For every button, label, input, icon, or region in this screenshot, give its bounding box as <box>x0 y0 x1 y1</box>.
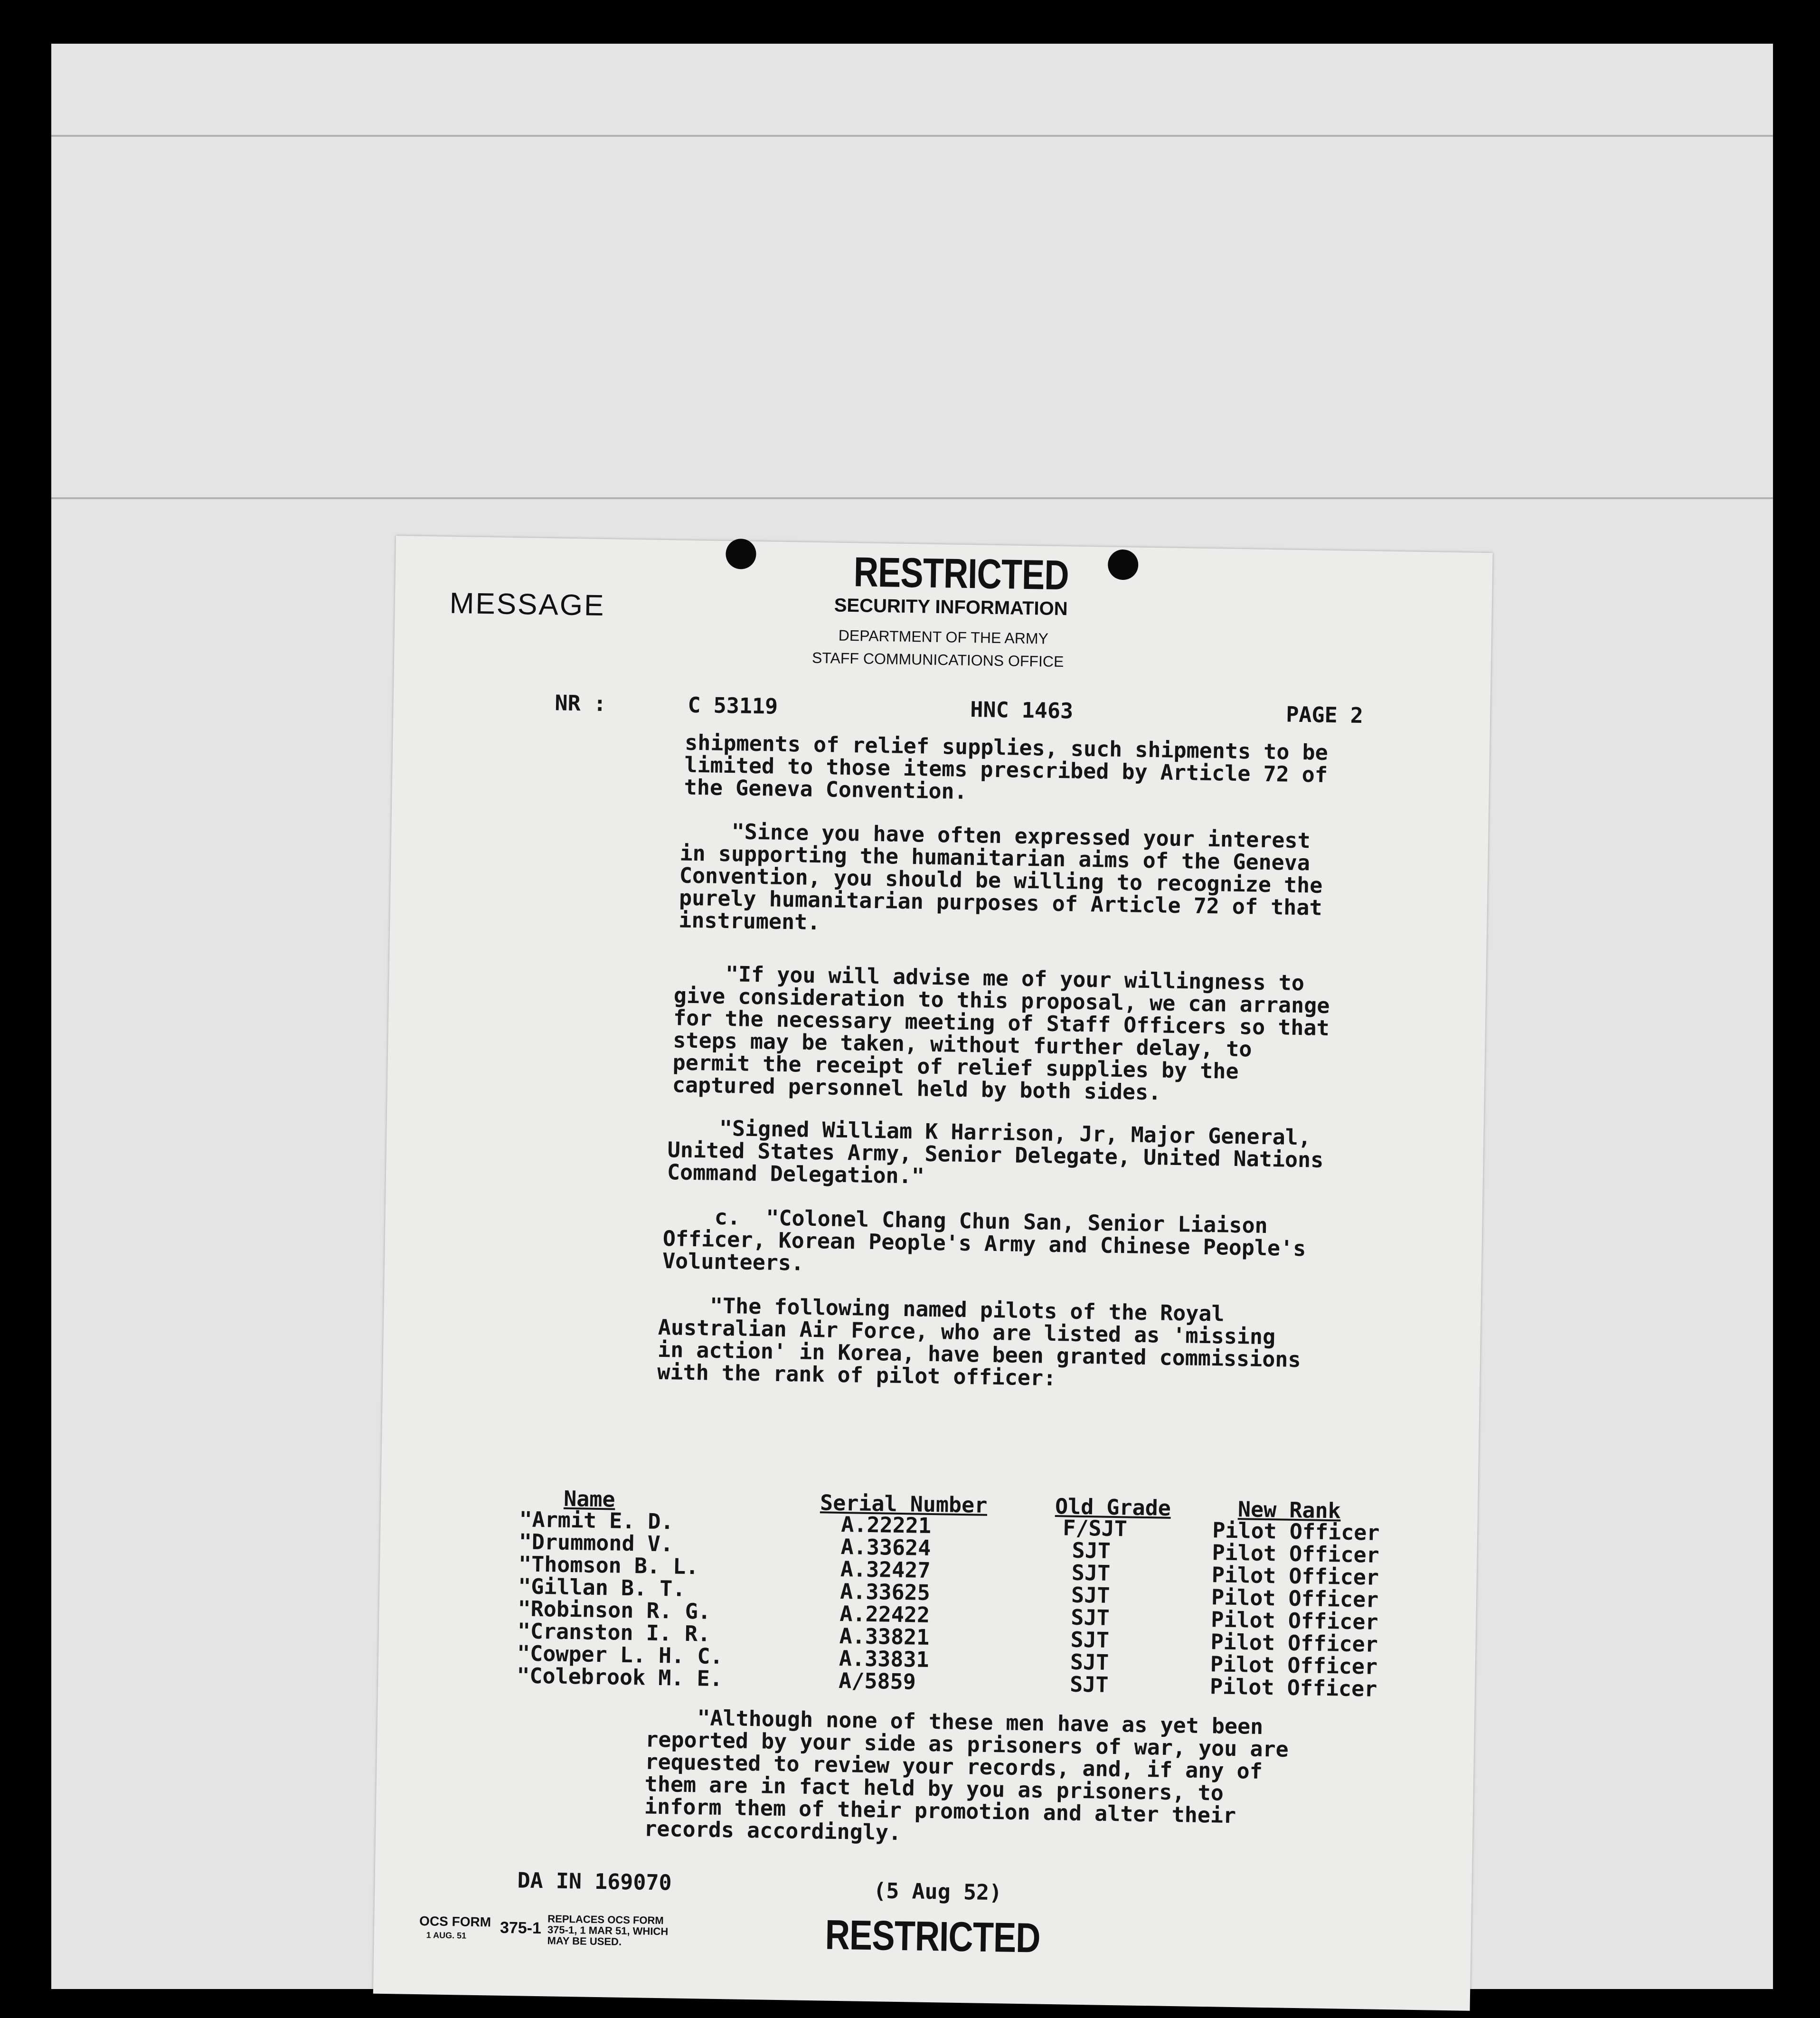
serial-number: A.22221 <box>841 1511 932 1538</box>
office-label: STAFF COMMUNICATIONS OFFICE <box>811 649 1064 671</box>
old-grade: SJT <box>1070 1604 1110 1630</box>
message-date: (5 Aug 52) <box>873 1878 1002 1905</box>
serial-number: A.32427 <box>840 1556 931 1583</box>
da-in-number: DA IN 169070 <box>517 1867 672 1895</box>
classification-stamp-bottom: RESTRICTED <box>825 1911 1041 1961</box>
form-label: OCS FORM <box>419 1914 491 1930</box>
form-date: 1 AUG. 51 <box>426 1930 467 1941</box>
hnc-number: HNC 1463 <box>970 697 1074 724</box>
paragraph-2: "Since you have often expressed your interest in supporting the humanitarian aims of the Geneva Convention, you should be willing to recognize the purely humanitarian purposes of Article 72 of that instrument. <box>678 818 1323 935</box>
pilot-name: "Robinson R. G. <box>518 1596 711 1624</box>
new-rank: Pilot Officer <box>1210 1607 1378 1635</box>
new-rank: Pilot Officer <box>1209 1674 1377 1702</box>
old-grade: SJT <box>1071 1582 1110 1608</box>
serial-number: A.22422 <box>839 1601 930 1628</box>
paragraph-6: "The following named pilots of the Royal Australian Air Force, who are listed as 'missing in action' in Korea, have been granted commissions with the rank of pilot officer: <box>657 1292 1301 1391</box>
column-header-new-rank: New Rank <box>1237 1497 1341 1524</box>
paragraph-4: "Signed William K Harrison, Jr, Major General, United States Army, Senior Delegate, United Nations Command Delegation." <box>667 1115 1324 1189</box>
department-label: DEPARTMENT OF THE ARMY <box>838 626 1049 647</box>
new-rank: Pilot Officer <box>1211 1584 1379 1612</box>
pilot-name: "Thomson B. L. <box>518 1551 699 1580</box>
old-grade: SJT <box>1072 1537 1111 1563</box>
message-title: MESSAGE <box>449 587 605 622</box>
old-grade: SJT <box>1069 1671 1109 1697</box>
security-label: SECURITY INFORMATION <box>834 595 1068 620</box>
replaces-note: REPLACES OCS FORM 375-1, 1 MAR 51, WHICH MAY BE USED. <box>547 1913 669 1948</box>
pilot-name: "Colebrook M. E. <box>516 1663 723 1692</box>
form-number: 375-1 <box>500 1918 542 1938</box>
old-grade: SJT <box>1070 1627 1110 1653</box>
pilot-name: "Armit E. D. <box>519 1506 674 1535</box>
pilot-name: "Drummond V. <box>519 1529 674 1557</box>
new-rank: Pilot Officer <box>1210 1629 1378 1657</box>
pilot-name: "Gillan B. T. <box>518 1573 686 1601</box>
old-grade: SJT <box>1071 1560 1111 1586</box>
serial-number: A.33821 <box>839 1623 930 1650</box>
old-grade: F/SJT <box>1062 1515 1128 1542</box>
classification-stamp-top: RESTRICTED <box>853 548 1069 599</box>
paragraph-3: "If you will advise me of your willingness to give consideration to this proposal, we can arrange for the necessary meeting of Staff Officers so that steps may be taken, without further delay, to permit the receipt of relief supplies by the captured personnel held by both sides. <box>672 960 1330 1105</box>
pilot-name: "Cranston I. R. <box>517 1618 711 1647</box>
nr-label: NR : <box>555 690 607 716</box>
serial-number: A.33625 <box>839 1578 931 1605</box>
message-number: C 53119 <box>688 692 778 719</box>
old-grade: SJT <box>1070 1649 1109 1675</box>
paragraph-5: c. "Colonel Chang Chun San, Senior Liaison Officer, Korean People's Army and Chinese People's Volunteers. <box>662 1203 1306 1276</box>
serial-number: A/5859 <box>838 1667 916 1695</box>
new-rank: Pilot Officer <box>1212 1540 1380 1568</box>
background-rule <box>51 497 1773 499</box>
message-page <box>373 536 1493 2011</box>
serial-number: A.33624 <box>840 1534 931 1561</box>
new-rank: Pilot Officer <box>1212 1517 1380 1545</box>
new-rank: Pilot Officer <box>1211 1562 1379 1590</box>
page-number: PAGE 2 <box>1285 701 1364 729</box>
background-rule <box>51 135 1773 137</box>
paragraph-1: shipments of relief supplies, such shipments to be limited to those items prescribed by Article 72 of the Geneva Convention. <box>684 730 1329 804</box>
paragraph-7: "Although none of these men have as yet been reported by your side as prisoners of war, you are requested to review your records, and, if any of them are in fact held by you as prisoners, to inform them of their promotion and alter their records accordingly. <box>643 1704 1289 1846</box>
new-rank: Pilot Officer <box>1210 1651 1378 1679</box>
column-header-old-grade: Old Grade <box>1055 1494 1171 1521</box>
column-header-serial: Serial Number <box>820 1490 988 1518</box>
serial-number: A.33831 <box>839 1645 930 1672</box>
column-header-name: Name <box>563 1486 615 1512</box>
punch-hole <box>726 539 756 569</box>
pilot-name: "Cowper L. H. C. <box>517 1640 723 1669</box>
punch-hole <box>1108 550 1139 580</box>
